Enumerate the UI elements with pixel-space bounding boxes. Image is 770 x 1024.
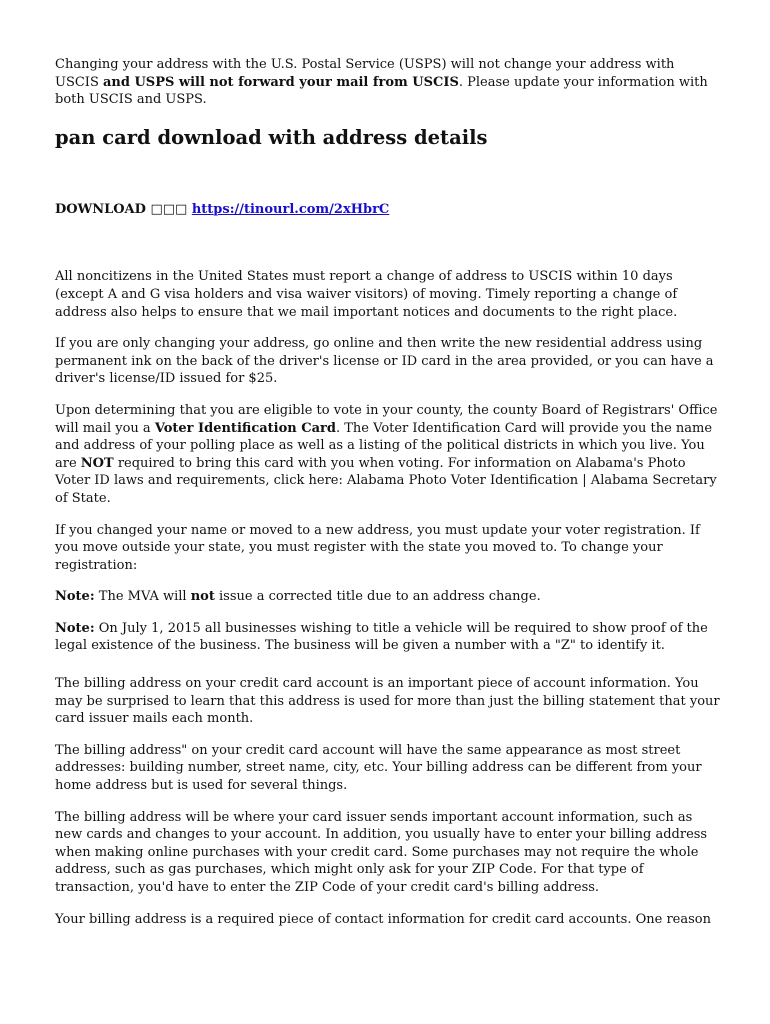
download-label: DOWNLOAD bbox=[55, 201, 151, 217]
intro-text-2: . Please update your information with both USCIS and USPS. bbox=[55, 74, 708, 108]
paragraph-voter-id bbox=[55, 402, 720, 508]
paragraph-billing-uses: The billing address will be where your card issuer sends important account information, such as new cards and changes to your account. In addition, you usually have to enter your billing address when making online purchases with your credit card. Some purchases may not require the whole address, such as gas purchases, which might only ask for your ZIP Code. For that type of transaction, you'd have to enter the ZIP Code of your credit card's billing address. bbox=[55, 809, 708, 895]
spacer bbox=[55, 218, 720, 268]
paragraph-noncitizens: All noncitizens in the United States must report a change of address to USCIS within 10 days (except A and G visa holders and visa waiver visitors) of moving. Timely reporting a change of address also helps to ensure that we mail important notices and documents to the right place. bbox=[55, 269, 678, 320]
paragraph-billing-required: Your billing address is a required piece of contact information for credit card accounts. One reason bbox=[55, 911, 711, 927]
voter-bold-card: Voter Identification Card bbox=[154, 420, 336, 436]
note-label: Note: bbox=[55, 589, 95, 605]
note-label: Note: bbox=[55, 620, 95, 636]
note-mva-text-2: issue a corrected title due to an address change. bbox=[214, 589, 541, 605]
paragraph-billing-appearance: The billing address" on your credit card account will have the same appearance as most street addresses: building number, street name, city, etc. Your billing address can be different from your home address but is used for several things. bbox=[55, 742, 702, 794]
note-mva-bold-not: not bbox=[190, 589, 215, 605]
download-glyphs: □□□ bbox=[150, 201, 188, 217]
voter-text-3: required to bring this card with you when voting. For information on Alabama's Photo Voter ID laws and requirements, click here: Alabama Photo Voter Identification | Alabama Secretary of State. bbox=[55, 455, 717, 506]
paragraph-note-business bbox=[55, 620, 720, 655]
voter-text-2: . The Voter Identification Card will provide you the name and address of your polling place as well as a listing of the political districts in which you live. You are bbox=[55, 420, 713, 471]
paragraph-note-mva bbox=[55, 588, 720, 606]
paragraph-changing-address: If you are only changing your address, go online and then write the new residential address using permanent ink on the back of the driver's license or ID card in the area provided, or you can have a driver's license/ID issued for $25. bbox=[55, 336, 714, 387]
note-business-text: On July 1, 2015 all businesses wishing to title a vehicle will be required to show proof of the legal existence of the business. The business will be given a number with a "Z" to identify it. bbox=[55, 620, 708, 654]
intro-bold-text: and USPS will not forward your mail from USCIS bbox=[102, 74, 459, 90]
document-title: pan card download with address details bbox=[55, 125, 488, 149]
paragraph-voter-registration: If you changed your name or moved to a new address, you must update your voter registration. If you move outside your state, you must register with the state you moved to. To change your registration: bbox=[55, 522, 700, 573]
intro-paragraph bbox=[55, 56, 720, 109]
paragraph-billing-intro: The billing address on your credit card account is an important piece of account information. You may be surprised to learn that this address is used for more than just the billing statement that your card issuer mails each month. bbox=[55, 676, 720, 727]
download-line bbox=[55, 201, 720, 219]
note-mva-text-1: The MVA will bbox=[94, 589, 191, 605]
download-link[interactable]: https://tinourl.com/2xHbrC bbox=[191, 201, 390, 217]
intro-text-1: Changing your address with the U.S. Postal Service (USPS) will not change your address with USCIS bbox=[55, 57, 675, 90]
document-page bbox=[55, 56, 720, 942]
voter-text-1: Upon determining that you are eligible to vote in your county, the county Board of Registrars' Office will mail you a bbox=[55, 402, 718, 436]
voter-bold-not: NOT bbox=[80, 455, 114, 471]
